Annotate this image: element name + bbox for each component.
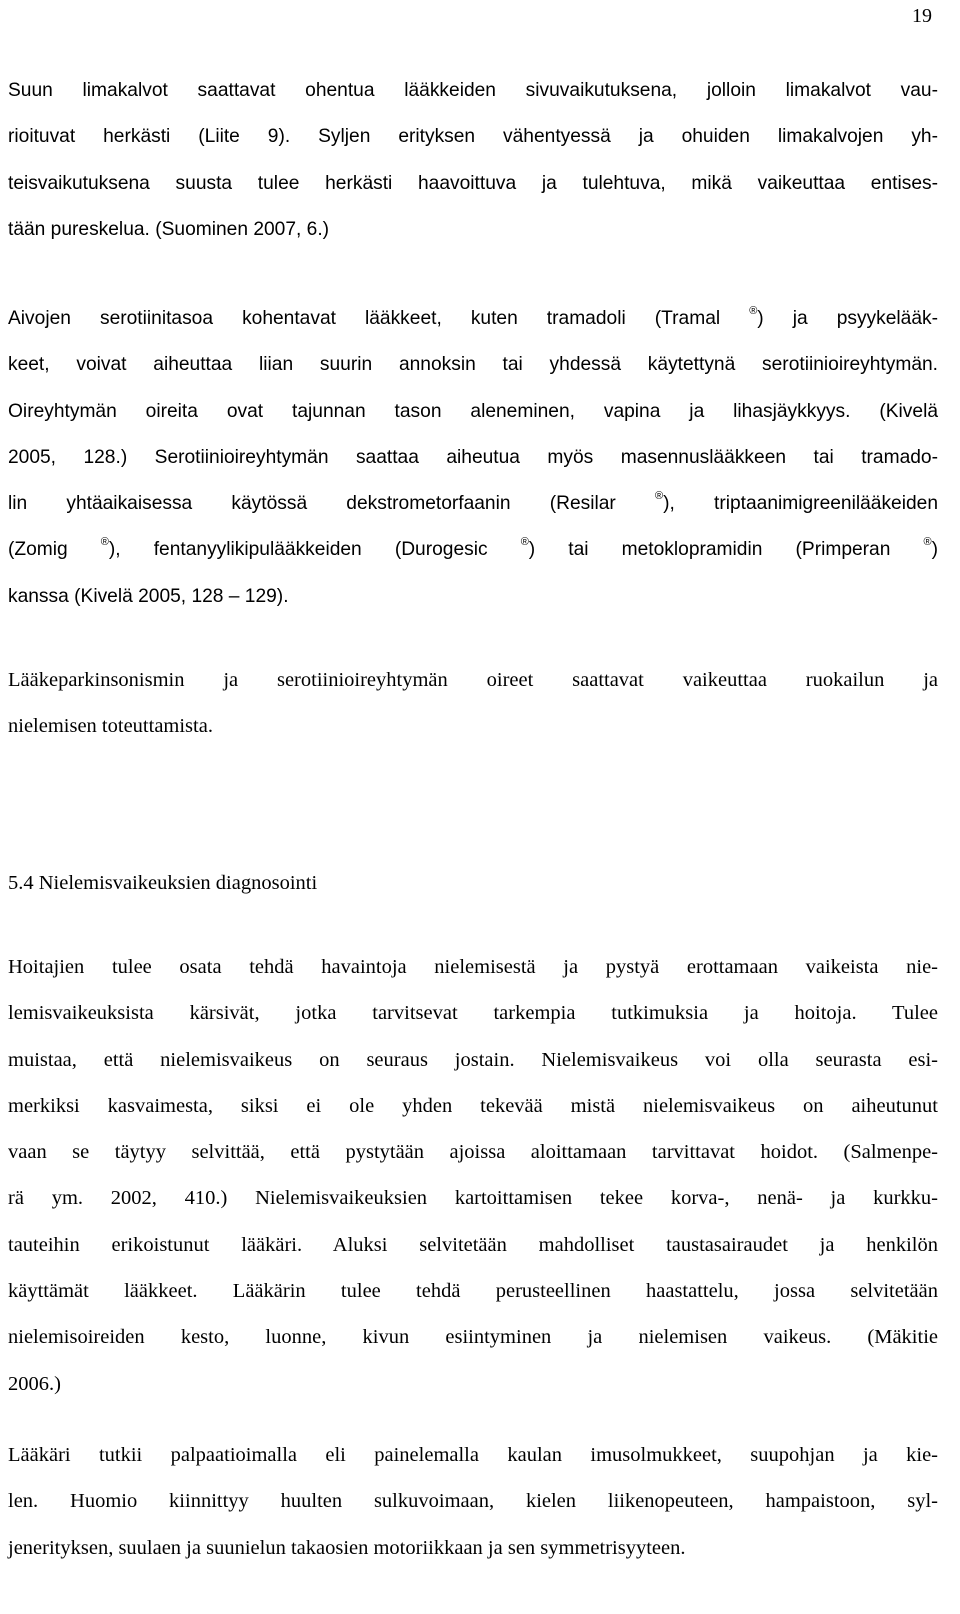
- paragraph-line: Oireyhtymän oireita ovat tajunnan tason aleneminen, vapina ja lihasjäykkyys. (Kivelä: [8, 400, 938, 422]
- paragraph-line: [8, 527, 938, 573]
- paragraph-5: [8, 1432, 938, 1571]
- paragraph-line: tään pureskelua. (Suominen 2007, 6.): [8, 218, 330, 240]
- line-text: ) ja psyykelääk-: [757, 308, 939, 329]
- paragraph-line: rioituvat herkästi (Liite 9). Syljen erityksen vähentyessä ja ohuiden limakalvojen yh-: [8, 126, 938, 148]
- paragraph-line: 2006.): [8, 1372, 61, 1395]
- registered-mark: ®: [749, 305, 758, 317]
- paragraph-2: [8, 296, 938, 620]
- paragraph-line: muistaa, että nielemisvaikeus on seuraus jostain. Nielemisvaikeus voi olla seurasta esi-: [8, 1048, 938, 1071]
- paragraph-1: [8, 68, 938, 253]
- paragraph-line: Lääkäri tutkii palpaatioimalla eli painelemalla kaulan imusolmukkeet, suupohjan ja kie-: [8, 1444, 938, 1466]
- page-number: 19: [912, 5, 932, 27]
- paragraph-line: tauteihin erikoistunut lääkäri. Aluksi selvitetään mahdolliset taustasairaudet ja henkilön: [8, 1233, 938, 1256]
- line-text: ), fentanyylikipulääkkeiden (Durogesic: [108, 539, 521, 561]
- paragraph-line: vaan se täytyy selvittää, että pystytään ajoissa aloittamaan tarvittavat hoidot. (Salmenpe-: [8, 1141, 938, 1164]
- paragraph-line: keet, voivat aiheuttaa liian suurin annoksin tai yhdessä käytettynä serotiinioireyhtymän.: [8, 354, 938, 376]
- registered-mark: ®: [655, 490, 664, 503]
- paragraph-line: teisvaikutuksena suusta tulee herkästi haavoittuva ja tulehtuva, mikä vaikeuttaa entises-: [8, 172, 938, 194]
- line-text: ): [931, 539, 938, 561]
- paragraph-line: käyttämät lääkkeet. Lääkärin tulee tehdä perusteellinen haastattelu, jossa selvitetään: [8, 1280, 938, 1303]
- paragraph-line: 2005, 128.) Serotiinioireyhtymän saattaa aiheutua myös masennuslääkkeen tai tramado-: [8, 446, 938, 468]
- line-text: (Zomig: [8, 539, 101, 561]
- line-text: ) tai metoklopramidin (Primperan: [528, 539, 924, 561]
- paragraph-line: jenerityksen, suulaen ja suunielun takaosien motoriikkaan ja sen symmetrisyyteen.: [8, 1536, 686, 1559]
- paragraph-line: len. Huomio kiinnittyy huulten sulkuvoimaan, kielen liikenopeuteen, hampaistoon, syl-: [8, 1490, 938, 1513]
- paragraph-line: merkiksi kasvaimesta, siksi ei ole yhden tekevää mistä nielemisvaikeus on aiheutunut: [8, 1094, 938, 1117]
- paragraph-line: kanssa (Kivelä 2005, 128 – 129).: [8, 585, 289, 607]
- paragraph-line: rä ym. 2002, 410.) Nielemisvaikeuksien kartoittamisen tekee korva-, nenä- ja kurkku-: [8, 1187, 938, 1210]
- line-text: ), triptaanimigreenilääkeiden: [663, 493, 938, 515]
- paragraph-line: [8, 481, 938, 527]
- paragraph-line: [8, 296, 938, 342]
- registered-mark: ®: [923, 536, 932, 549]
- line-text: Aivojen serotiinitasoa kohentavat lääkkeet, kuten tramadoli (Tramal: [8, 308, 750, 329]
- paragraph-3: [8, 657, 938, 750]
- paragraph-line: lemisvaikeuksista kärsivät, jotka tarvitsevat tarkempia tutkimuksia ja hoitoja. Tulee: [8, 1002, 938, 1025]
- section-heading: 5.4 Nielemisvaikeuksien diagnosointi: [8, 872, 318, 894]
- paragraph-line: Lääkeparkinsonismin ja serotiinioireyhtymän oireet saattavat vaikeuttaa ruokailun ja: [8, 669, 938, 691]
- paragraph-line: Hoitajien tulee osata tehdä havaintoja nielemisestä ja pystyä erottamaan vaikeista nie-: [8, 956, 938, 978]
- paragraph-line: nielemisen toteuttamista.: [8, 715, 213, 738]
- paragraph-line: Suun limakalvot saattavat ohentua lääkkeiden sivuvaikutuksena, jolloin limakalvot vau-: [8, 80, 938, 101]
- registered-mark: ®: [520, 536, 529, 549]
- registered-mark: ®: [100, 536, 109, 549]
- line-text: lin yhtäaikaisessa käytössä dekstrometorfaanin (Resilar: [8, 493, 655, 515]
- paragraph-line: nielemisoireiden kesto, luonne, kivun esiintyminen ja nielemisen vaikeus. (Mäkitie: [8, 1326, 938, 1349]
- paragraph-4: [8, 944, 938, 1407]
